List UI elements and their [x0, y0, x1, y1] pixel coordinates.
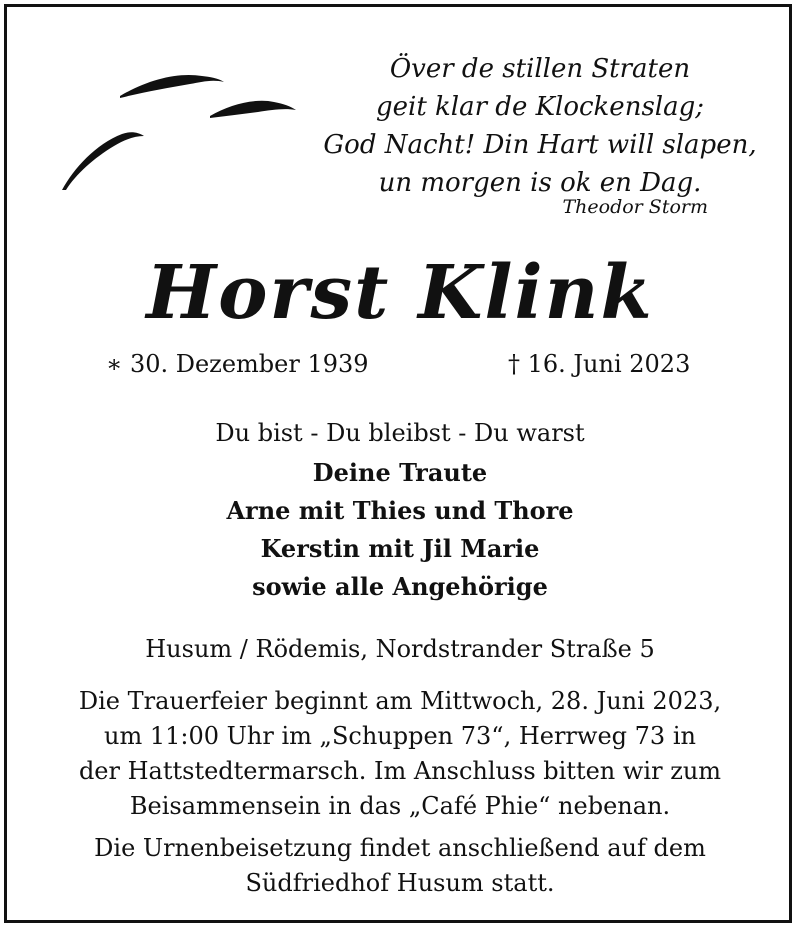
address: Husum / Rödemis, Nordstrander Straße 5 — [145, 635, 655, 663]
burial-notice-line: Südfriedhof Husum statt. — [245, 869, 555, 897]
burial-notice-line: Die Urnenbeisetzung findet anschließend auf dem — [94, 834, 706, 862]
seagulls-illustration — [52, 58, 302, 198]
mourner: Arne mit Thies und Thore — [226, 496, 574, 525]
birth-date: ∗ 30. Dezember 1939 — [106, 350, 369, 378]
mourner: Deine Traute — [312, 458, 488, 487]
mourner: Kerstin mit Jil Marie — [260, 534, 540, 563]
seagull-top — [120, 75, 224, 98]
deceased-name: Horst Klink — [146, 250, 654, 336]
mourners-list — [0, 454, 800, 606]
poem-line: un morgen is ok en Dag. — [378, 168, 702, 198]
burial-notice — [30, 831, 770, 901]
poem-author: Theodor Storm — [562, 196, 708, 218]
poem-line: God Nacht! Din Hart will slapen, — [323, 130, 757, 160]
funeral-notice-line: Die Trauerfeier beginnt am Mittwoch, 28. Juni 2023, — [78, 687, 722, 715]
poem-line: Över de stillen Straten — [389, 54, 691, 84]
funeral-notice-line: um 11:00 Uhr im „Schuppen 73“, Herrweg 73 in — [104, 722, 696, 750]
seagull-bottom — [62, 132, 144, 190]
tagline: Du bist - Du bleibst - Du warst — [215, 419, 585, 447]
funeral-notice-line: der Hattstedtermarsch. Im Anschluss bitten wir zum — [78, 757, 722, 785]
seagull-middle — [210, 101, 296, 118]
poem — [300, 50, 780, 202]
poem-line: geit klar de Klockenslag; — [375, 92, 705, 122]
death-date: † 16. Juni 2023 — [508, 350, 691, 378]
funeral-notice-line: Beisammensein in das „Café Phie“ nebenan. — [129, 792, 671, 820]
funeral-notice — [30, 684, 770, 824]
mourner: sowie alle Angehörige — [252, 572, 548, 601]
